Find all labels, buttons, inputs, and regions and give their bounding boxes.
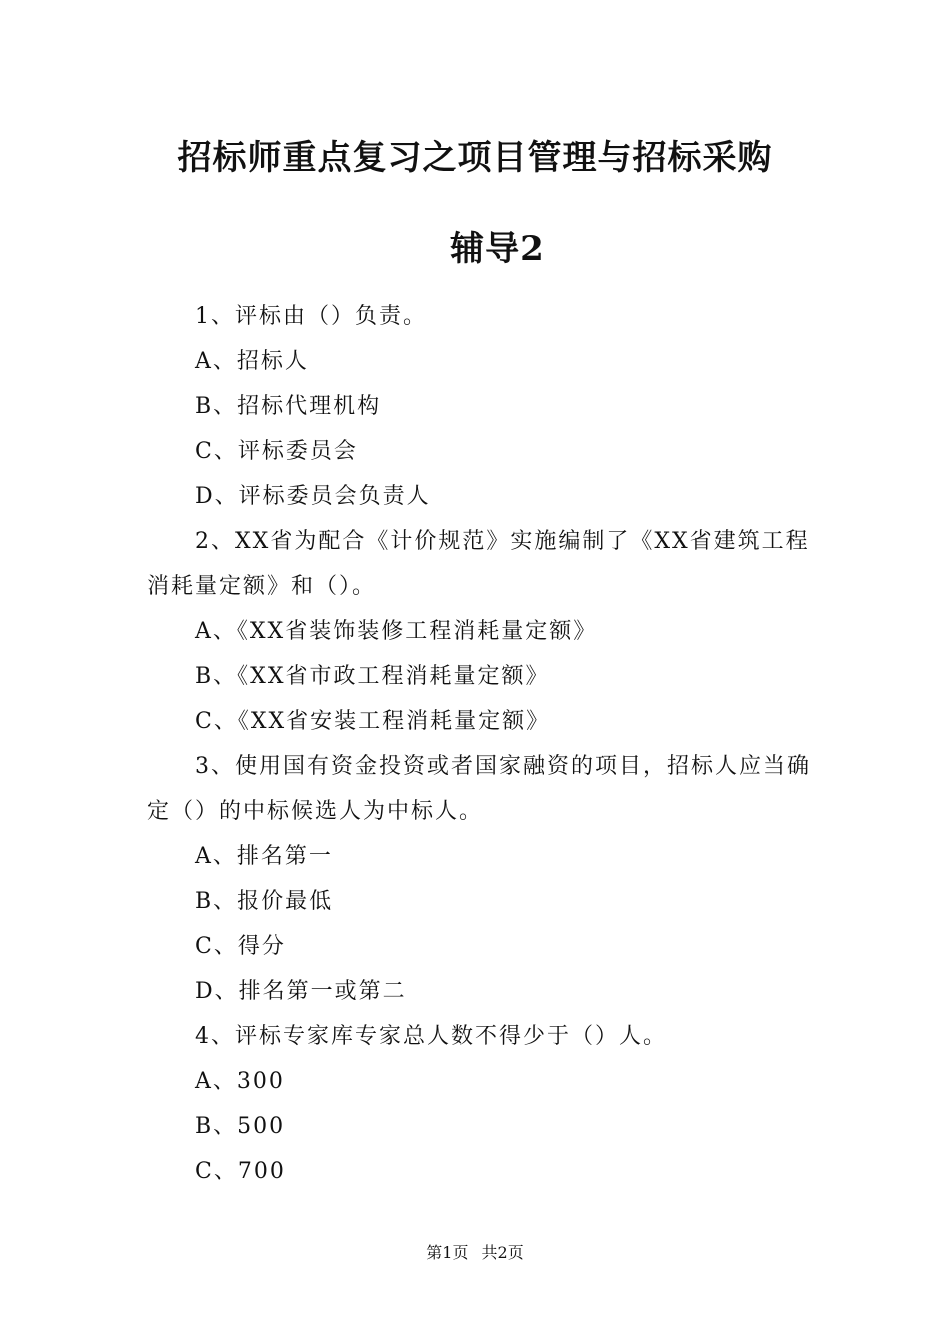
page-number-current: 第1页 — [426, 1243, 469, 1262]
question-1-option-b: B、招标代理机构 — [195, 394, 382, 419]
question-2-option-c: C、《XX省安装工程消耗量定额》 — [195, 709, 551, 734]
question-2-option-a: A、《XX省装饰装修工程消耗量定额》 — [195, 619, 598, 644]
question-3: 3、使用国有资金投资或者国家融资的项目，招标人应当确定（）的中标候选人为中标人。 — [147, 754, 811, 824]
question-4-option-c: C、700 — [195, 1159, 286, 1184]
question-1: 1、评标由（）负责。 — [195, 304, 427, 329]
page-footer — [0, 1242, 950, 1264]
question-4-option-b: B、500 — [195, 1114, 286, 1139]
document-body — [147, 294, 812, 1194]
question-4: 4、评标专家库专家总人数不得少于（）人。 — [195, 1024, 667, 1049]
question-4-option-a: A、300 — [195, 1069, 285, 1094]
document-title-line1: 招标师重点复习之项目管理与招标采购 — [177, 138, 773, 178]
question-1-option-d: D、评标委员会负责人 — [195, 484, 431, 509]
question-3-option-d: D、排名第一或第二 — [195, 979, 407, 1004]
question-3-option-b: B、报价最低 — [195, 889, 334, 914]
document-title-line2: 辅导2 — [450, 229, 545, 269]
question-3-option-c: C、得分 — [195, 934, 286, 959]
question-1-option-c: C、评标委员会 — [195, 439, 358, 464]
question-2-option-b: B、《XX省市政工程消耗量定额》 — [195, 664, 550, 689]
question-2: 2、XX省为配合《计价规范》实施编制了《XX省建筑工程消耗量定额》和（）。 — [147, 529, 810, 599]
page-number-total: 共2页 — [481, 1243, 524, 1262]
question-3-option-a: A、排名第一 — [195, 844, 333, 869]
question-1-option-a: A、招标人 — [195, 349, 309, 374]
